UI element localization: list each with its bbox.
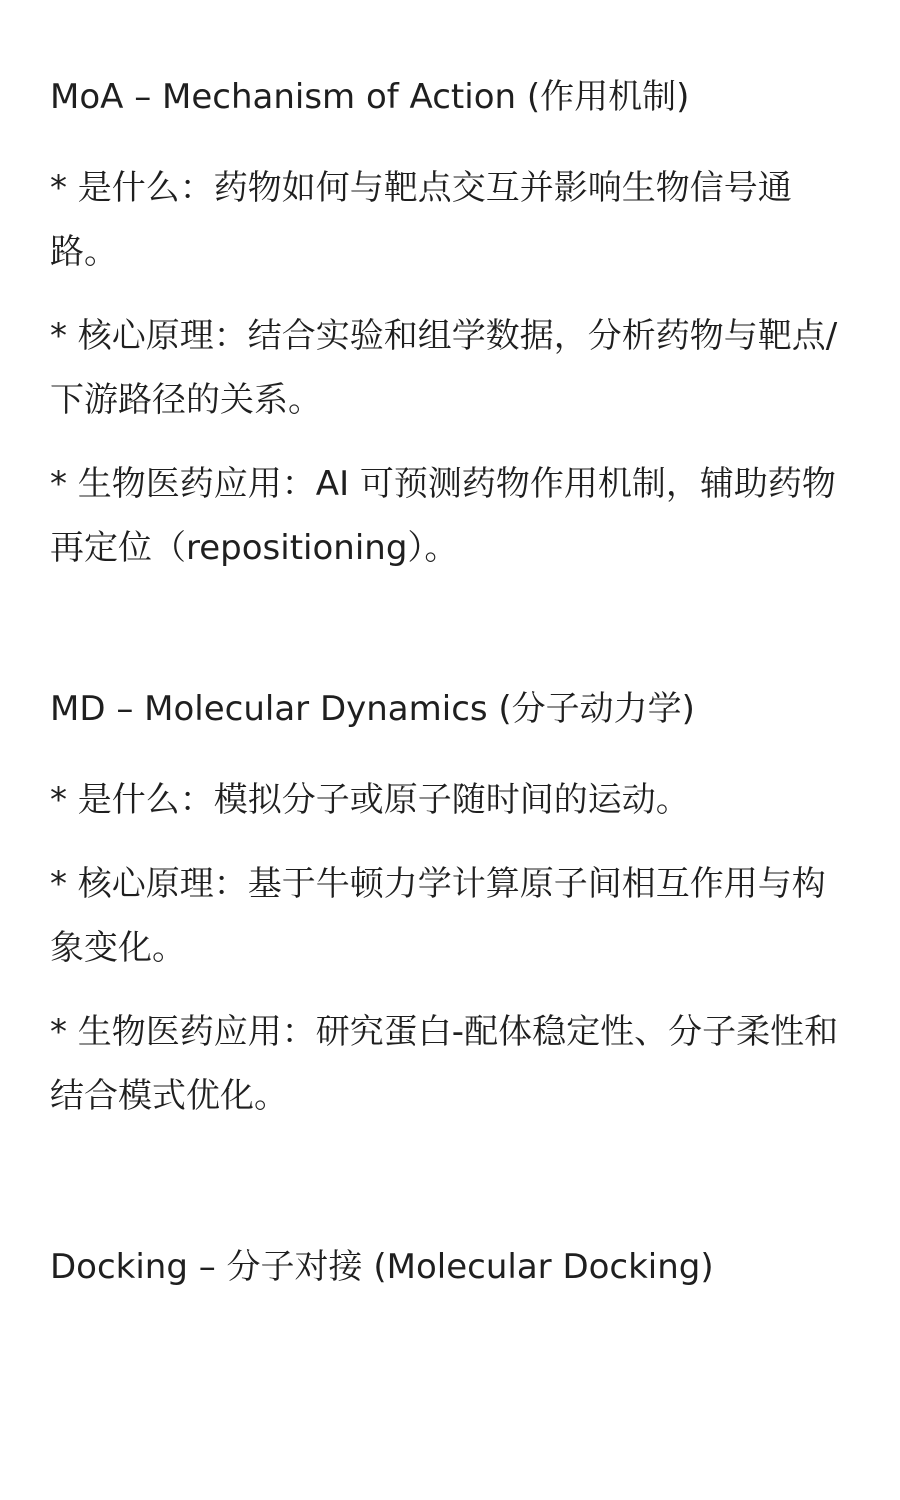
moa-principle-item: * 核心原理：结合实验和组学数据，分析药物与靶点/下游路径的关系。 [50, 316, 838, 420]
section-heading-md: MD – Molecular Dynamics (分子动力学) [50, 689, 695, 729]
section-heading-docking: Docking – 分子对接 (Molecular Docking) [50, 1247, 714, 1287]
md-application-item: * 生物医药应用：研究蛋白-配体稳定性、分子柔性和结合模式优化。 [50, 1012, 839, 1116]
section-heading-moa: MoA – Mechanism of Action (作用机制) [50, 77, 690, 117]
section-moa [50, 72, 850, 580]
section-md [50, 684, 850, 1128]
section-spacer [50, 600, 850, 684]
moa-what-item: * 是什么：药物如何与靶点交互并影响生物信号通路。 [50, 168, 792, 272]
moa-application-item: * 生物医药应用：AI 可预测药物作用机制，辅助药物再定位（repositioning）。 [50, 464, 836, 568]
section-docking [50, 1242, 850, 1292]
md-what-item: * 是什么：模拟分子或原子随时间的运动。 [50, 780, 690, 820]
md-principle-item: * 核心原理：基于牛顿力学计算原子间相互作用与构象变化。 [50, 864, 826, 968]
section-spacer [50, 1148, 850, 1242]
